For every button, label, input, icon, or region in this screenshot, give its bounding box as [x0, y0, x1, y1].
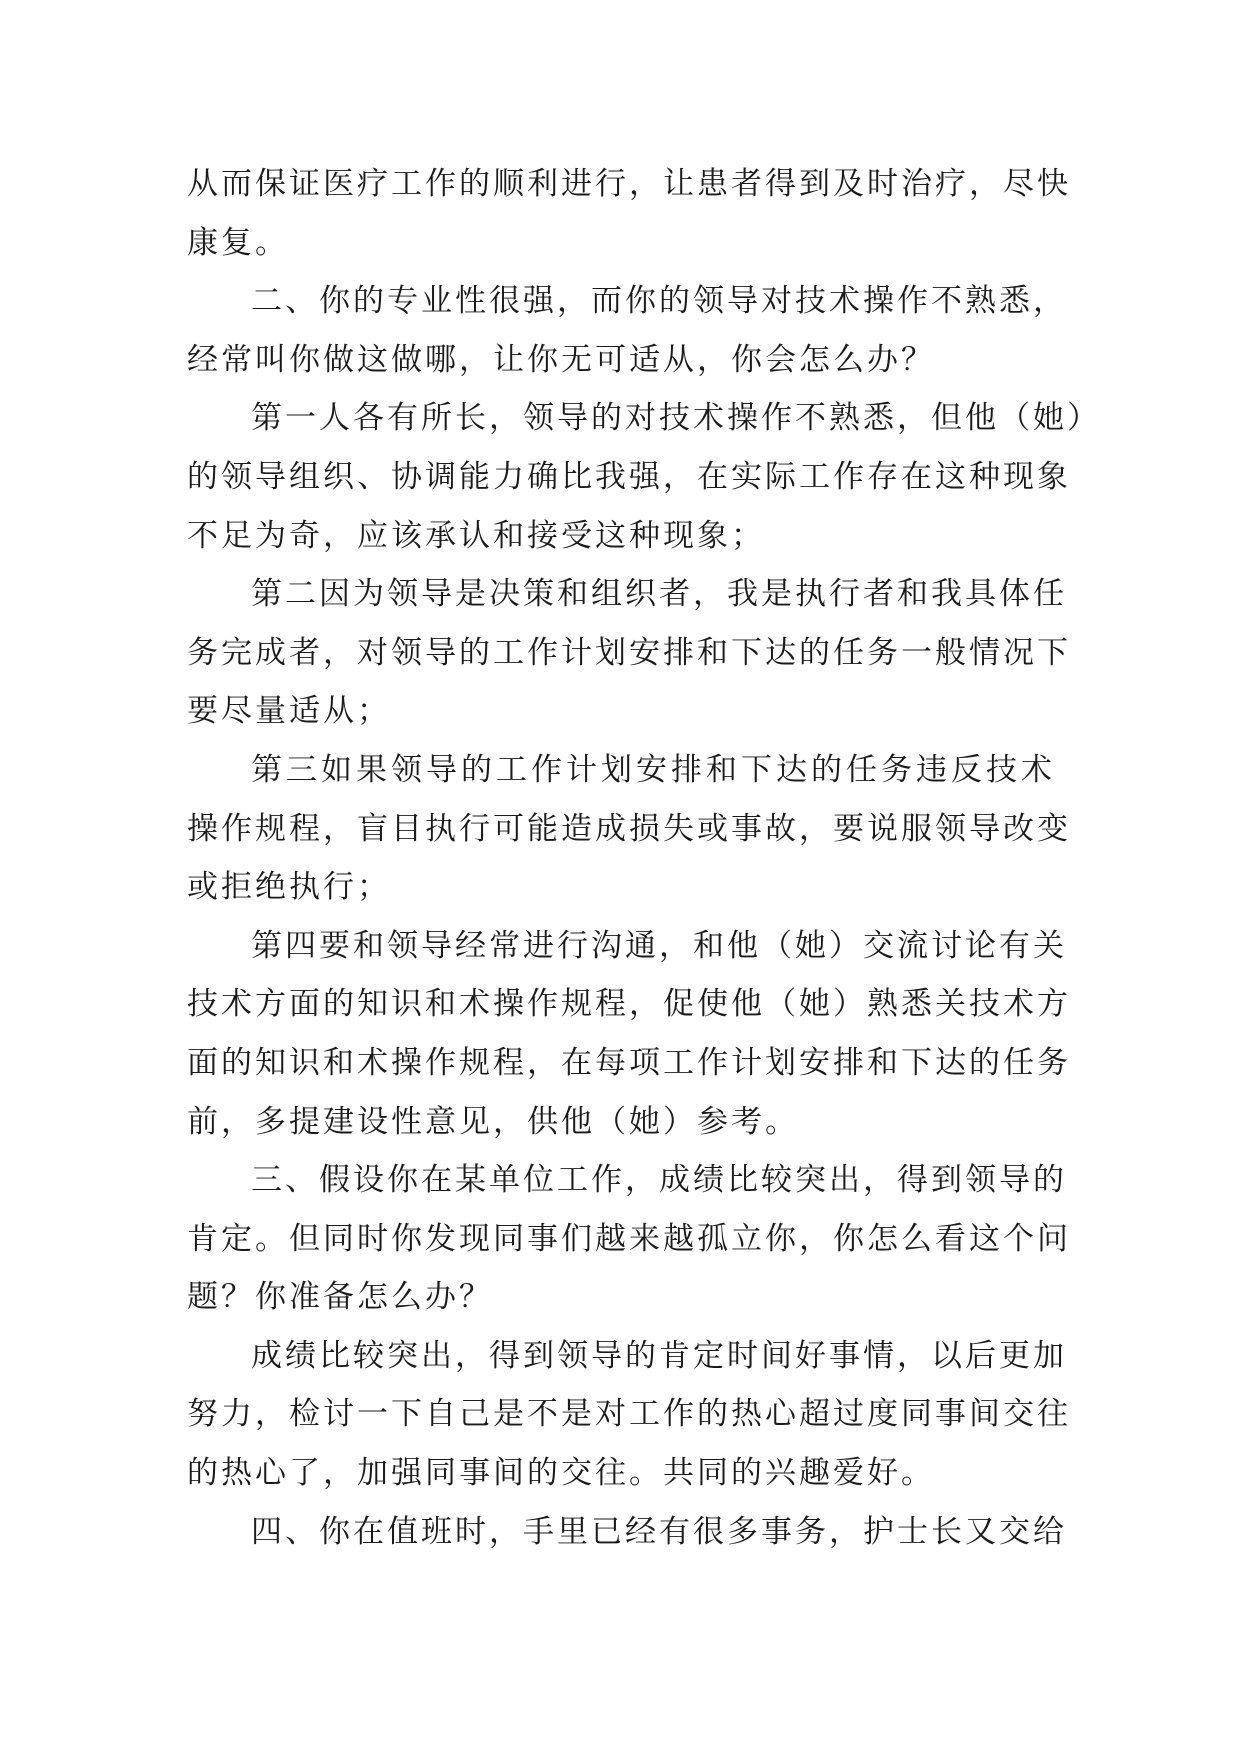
paragraph-start: 第二因为领导是决策和组织者，我是执行者和我具体任 — [251, 576, 1067, 613]
text-line: 经常叫你做这做哪，让你无可适从，你会怎么办？ — [187, 341, 935, 378]
text-line: 技术方面的知识和术操作规程，促使他（她）熟悉关技术方 — [187, 986, 1071, 1023]
text-line: 或拒绝执行； — [187, 869, 391, 906]
paragraph-start: 第四要和领导经常进行沟通，和他（她）交流讨论有关 — [251, 927, 1067, 964]
text-line: 题？你准备怎么办？ — [187, 1279, 493, 1316]
text-line: 肯定。但同时你发现同事们越来越孤立你，你怎么看这个问 — [187, 1220, 1071, 1257]
text-line: 面的知识和术操作规程，在每项工作计划安排和下达的任务 — [187, 1044, 1071, 1081]
text-line: 的热心了，加强同事间的交往。共同的兴趣爱好。 — [187, 1455, 935, 1492]
paragraph-start: 第三如果领导的工作计划安排和下达的任务违反技术 — [251, 751, 1055, 788]
text-line: 从而保证医疗工作的顺利进行，让患者得到及时治疗，尽快 — [187, 166, 1071, 202]
text-line: 要尽量适从； — [187, 693, 391, 730]
text-line: 努力，检讨一下自己是不是对工作的热心超过度同事间交往 — [187, 1396, 1071, 1433]
paragraph-start: 第一人各有所长，领导的对技术操作不熟悉，但他（她） — [251, 400, 1101, 437]
text-line: 的领导组织、协调能力确比我强，在实际工作存在这种现象 — [187, 458, 1071, 495]
question-heading: 二、你的专业性很强，而你的领导对技术操作不熟悉， — [251, 283, 1067, 320]
text-line: 务完成者，对领导的工作计划安排和下达的任务一般情况下 — [187, 634, 1071, 671]
text-line: 操作规程，盲目执行可能造成损失或事故，要说服领导改变 — [187, 810, 1071, 847]
paragraph-start: 成绩比较突出，得到领导的肯定时间好事情，以后更加 — [251, 1337, 1067, 1374]
question-heading: 三、假设你在某单位工作，成绩比较突出，得到领导的 — [251, 1162, 1067, 1199]
document-body — [187, 155, 1101, 1561]
text-line: 不足为奇，应该承认和接受这种现象； — [187, 517, 765, 554]
question-heading: 四、你在值班时，手里已经有很多事务，护士长又交给 — [251, 1513, 1067, 1550]
text-line: 康复。 — [187, 224, 289, 261]
text-line: 前，多提建设性意见，供他（她）参考。 — [187, 1103, 799, 1140]
